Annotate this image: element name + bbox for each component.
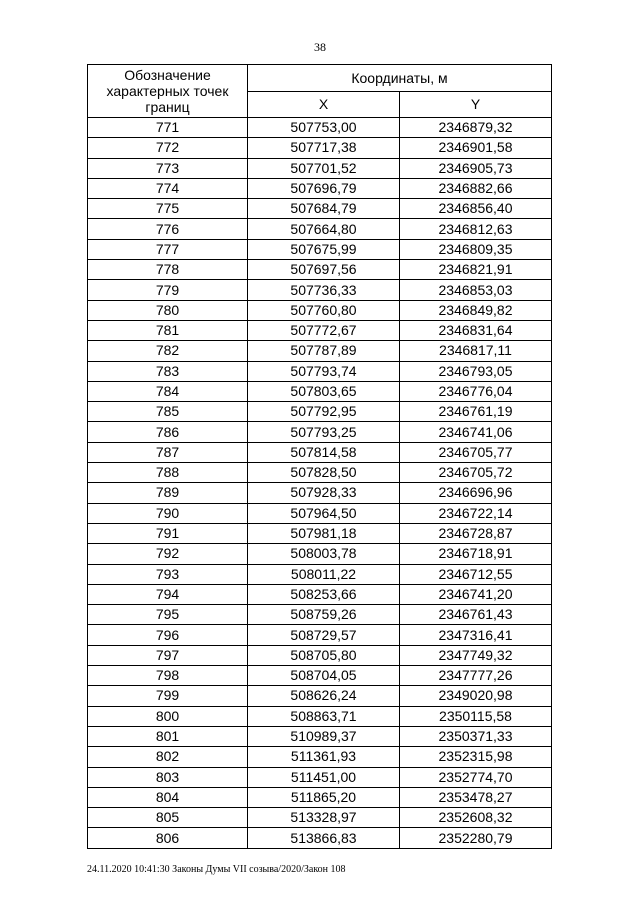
x-coordinate-cell: 507981,18	[248, 523, 400, 543]
table-row	[88, 726, 552, 746]
y-coordinate-cell: 2346812,63	[400, 219, 552, 239]
table-row	[88, 402, 552, 422]
y-coordinate-cell: 2347316,41	[400, 625, 552, 645]
y-coordinate-cell: 2346761,19	[400, 402, 552, 422]
x-coordinate-cell: 508626,24	[248, 686, 400, 706]
table-row	[88, 341, 552, 361]
table-row	[88, 808, 552, 828]
point-id-cell: 798	[88, 666, 248, 686]
x-coordinate-cell: 507696,79	[248, 178, 400, 198]
table-row	[88, 625, 552, 645]
x-coordinate-cell: 511865,20	[248, 787, 400, 807]
header-x: X	[248, 91, 400, 118]
point-id-cell: 772	[88, 138, 248, 158]
x-coordinate-cell: 507675,99	[248, 239, 400, 259]
y-coordinate-cell: 2346853,03	[400, 280, 552, 300]
x-coordinate-cell: 507828,50	[248, 463, 400, 483]
y-coordinate-cell: 2346849,82	[400, 300, 552, 320]
y-coordinate-cell: 2352608,32	[400, 808, 552, 828]
x-coordinate-cell: 507717,38	[248, 138, 400, 158]
point-id-cell: 779	[88, 280, 248, 300]
table-row	[88, 381, 552, 401]
x-coordinate-cell: 508729,57	[248, 625, 400, 645]
table-row	[88, 158, 552, 178]
x-coordinate-cell: 507760,80	[248, 300, 400, 320]
point-id-cell: 785	[88, 402, 248, 422]
y-coordinate-cell: 2346793,05	[400, 361, 552, 381]
point-id-cell: 773	[88, 158, 248, 178]
point-id-cell: 800	[88, 706, 248, 726]
y-coordinate-cell: 2346718,91	[400, 544, 552, 564]
point-id-cell: 805	[88, 808, 248, 828]
x-coordinate-cell: 507814,58	[248, 442, 400, 462]
x-coordinate-cell: 508003,78	[248, 544, 400, 564]
table-row	[88, 828, 552, 848]
table-row	[88, 747, 552, 767]
x-coordinate-cell: 507664,80	[248, 219, 400, 239]
x-coordinate-cell: 507701,52	[248, 158, 400, 178]
point-id-cell: 790	[88, 503, 248, 523]
point-id-cell: 771	[88, 118, 248, 138]
point-id-cell: 778	[88, 260, 248, 280]
y-coordinate-cell: 2352315,98	[400, 747, 552, 767]
table-row	[88, 483, 552, 503]
y-coordinate-cell: 2346696,96	[400, 483, 552, 503]
y-coordinate-cell: 2346705,72	[400, 463, 552, 483]
x-coordinate-cell: 507803,65	[248, 381, 400, 401]
x-coordinate-cell: 508759,26	[248, 605, 400, 625]
table-row	[88, 666, 552, 686]
table-row	[88, 178, 552, 198]
table-row	[88, 300, 552, 320]
x-coordinate-cell: 508863,71	[248, 706, 400, 726]
y-coordinate-cell: 2347777,26	[400, 666, 552, 686]
table-row	[88, 219, 552, 239]
table-row	[88, 199, 552, 219]
y-coordinate-cell: 2352774,70	[400, 767, 552, 787]
point-id-cell: 804	[88, 787, 248, 807]
table-row	[88, 523, 552, 543]
y-coordinate-cell: 2346741,20	[400, 584, 552, 604]
y-coordinate-cell: 2350115,58	[400, 706, 552, 726]
table-row	[88, 686, 552, 706]
point-id-cell: 799	[88, 686, 248, 706]
table-row	[88, 138, 552, 158]
point-id-cell: 781	[88, 320, 248, 340]
point-id-cell: 793	[88, 564, 248, 584]
point-id-cell: 780	[88, 300, 248, 320]
y-coordinate-cell: 2349020,98	[400, 686, 552, 706]
header-y: Y	[400, 91, 552, 118]
table-row	[88, 361, 552, 381]
point-id-cell: 784	[88, 381, 248, 401]
y-coordinate-cell: 2346705,77	[400, 442, 552, 462]
y-coordinate-cell: 2346741,06	[400, 422, 552, 442]
x-coordinate-cell: 508704,05	[248, 666, 400, 686]
y-coordinate-cell: 2346817,11	[400, 341, 552, 361]
x-coordinate-cell: 507793,74	[248, 361, 400, 381]
point-id-cell: 796	[88, 625, 248, 645]
point-id-cell: 775	[88, 199, 248, 219]
x-coordinate-cell: 507753,00	[248, 118, 400, 138]
x-coordinate-cell: 507793,25	[248, 422, 400, 442]
table-row	[88, 645, 552, 665]
table-row	[88, 463, 552, 483]
x-coordinate-cell: 507697,56	[248, 260, 400, 280]
point-id-cell: 792	[88, 544, 248, 564]
y-coordinate-cell: 2346905,73	[400, 158, 552, 178]
x-coordinate-cell: 511451,00	[248, 767, 400, 787]
x-coordinate-cell: 513866,83	[248, 828, 400, 848]
x-coordinate-cell: 507684,79	[248, 199, 400, 219]
x-coordinate-cell: 507928,33	[248, 483, 400, 503]
table-row	[88, 442, 552, 462]
table-row	[88, 544, 552, 564]
y-coordinate-cell: 2346722,14	[400, 503, 552, 523]
y-coordinate-cell: 2350371,33	[400, 726, 552, 746]
point-id-cell: 802	[88, 747, 248, 767]
page-number: 38	[314, 40, 326, 54]
x-coordinate-cell: 508253,66	[248, 584, 400, 604]
table-row	[88, 706, 552, 726]
header-point-designation: Обозначение характерных точек границ	[88, 65, 248, 118]
point-id-cell: 803	[88, 767, 248, 787]
x-coordinate-cell: 507792,95	[248, 402, 400, 422]
y-coordinate-cell: 2346761,43	[400, 605, 552, 625]
point-id-cell: 776	[88, 219, 248, 239]
y-coordinate-cell: 2346821,91	[400, 260, 552, 280]
x-coordinate-cell: 508011,22	[248, 564, 400, 584]
table-row	[88, 118, 552, 138]
y-coordinate-cell: 2346831,64	[400, 320, 552, 340]
x-coordinate-cell: 507964,50	[248, 503, 400, 523]
point-id-cell: 791	[88, 523, 248, 543]
point-id-cell: 801	[88, 726, 248, 746]
x-coordinate-cell: 507736,33	[248, 280, 400, 300]
y-coordinate-cell: 2346712,55	[400, 564, 552, 584]
table-body	[88, 118, 552, 849]
y-coordinate-cell: 2346728,87	[400, 523, 552, 543]
x-coordinate-cell: 511361,93	[248, 747, 400, 767]
x-coordinate-cell: 508705,80	[248, 645, 400, 665]
table-row	[88, 787, 552, 807]
point-id-cell: 782	[88, 341, 248, 361]
y-coordinate-cell: 2353478,27	[400, 787, 552, 807]
table-row	[88, 280, 552, 300]
y-coordinate-cell: 2346901,58	[400, 138, 552, 158]
x-coordinate-cell: 507787,89	[248, 341, 400, 361]
y-coordinate-cell: 2346809,35	[400, 239, 552, 259]
x-coordinate-cell: 513328,97	[248, 808, 400, 828]
y-coordinate-cell: 2346776,04	[400, 381, 552, 401]
y-coordinate-cell: 2346856,40	[400, 199, 552, 219]
header-coordinates: Координаты, м	[248, 65, 552, 92]
table-row	[88, 422, 552, 442]
table-row	[88, 239, 552, 259]
point-id-cell: 783	[88, 361, 248, 381]
y-coordinate-cell: 2347749,32	[400, 645, 552, 665]
x-coordinate-cell: 510989,37	[248, 726, 400, 746]
point-id-cell: 788	[88, 463, 248, 483]
table-row	[88, 584, 552, 604]
y-coordinate-cell: 2352280,79	[400, 828, 552, 848]
point-id-cell: 774	[88, 178, 248, 198]
point-id-cell: 777	[88, 239, 248, 259]
point-id-cell: 787	[88, 442, 248, 462]
table-row	[88, 605, 552, 625]
y-coordinate-cell: 2346879,32	[400, 118, 552, 138]
table-row	[88, 767, 552, 787]
table-row	[88, 503, 552, 523]
point-id-cell: 786	[88, 422, 248, 442]
table-row	[88, 260, 552, 280]
point-id-cell: 794	[88, 584, 248, 604]
y-coordinate-cell: 2346882,66	[400, 178, 552, 198]
table-header	[88, 65, 552, 118]
point-id-cell: 806	[88, 828, 248, 848]
point-id-cell: 795	[88, 605, 248, 625]
x-coordinate-cell: 507772,67	[248, 320, 400, 340]
footer-stamp: 24.11.2020 10:41:30 Законы Думы VII созыва/2020/Закон 108	[87, 864, 346, 875]
coordinates-table	[87, 64, 552, 849]
table-row	[88, 320, 552, 340]
point-id-cell: 797	[88, 645, 248, 665]
point-id-cell: 789	[88, 483, 248, 503]
table-row	[88, 564, 552, 584]
